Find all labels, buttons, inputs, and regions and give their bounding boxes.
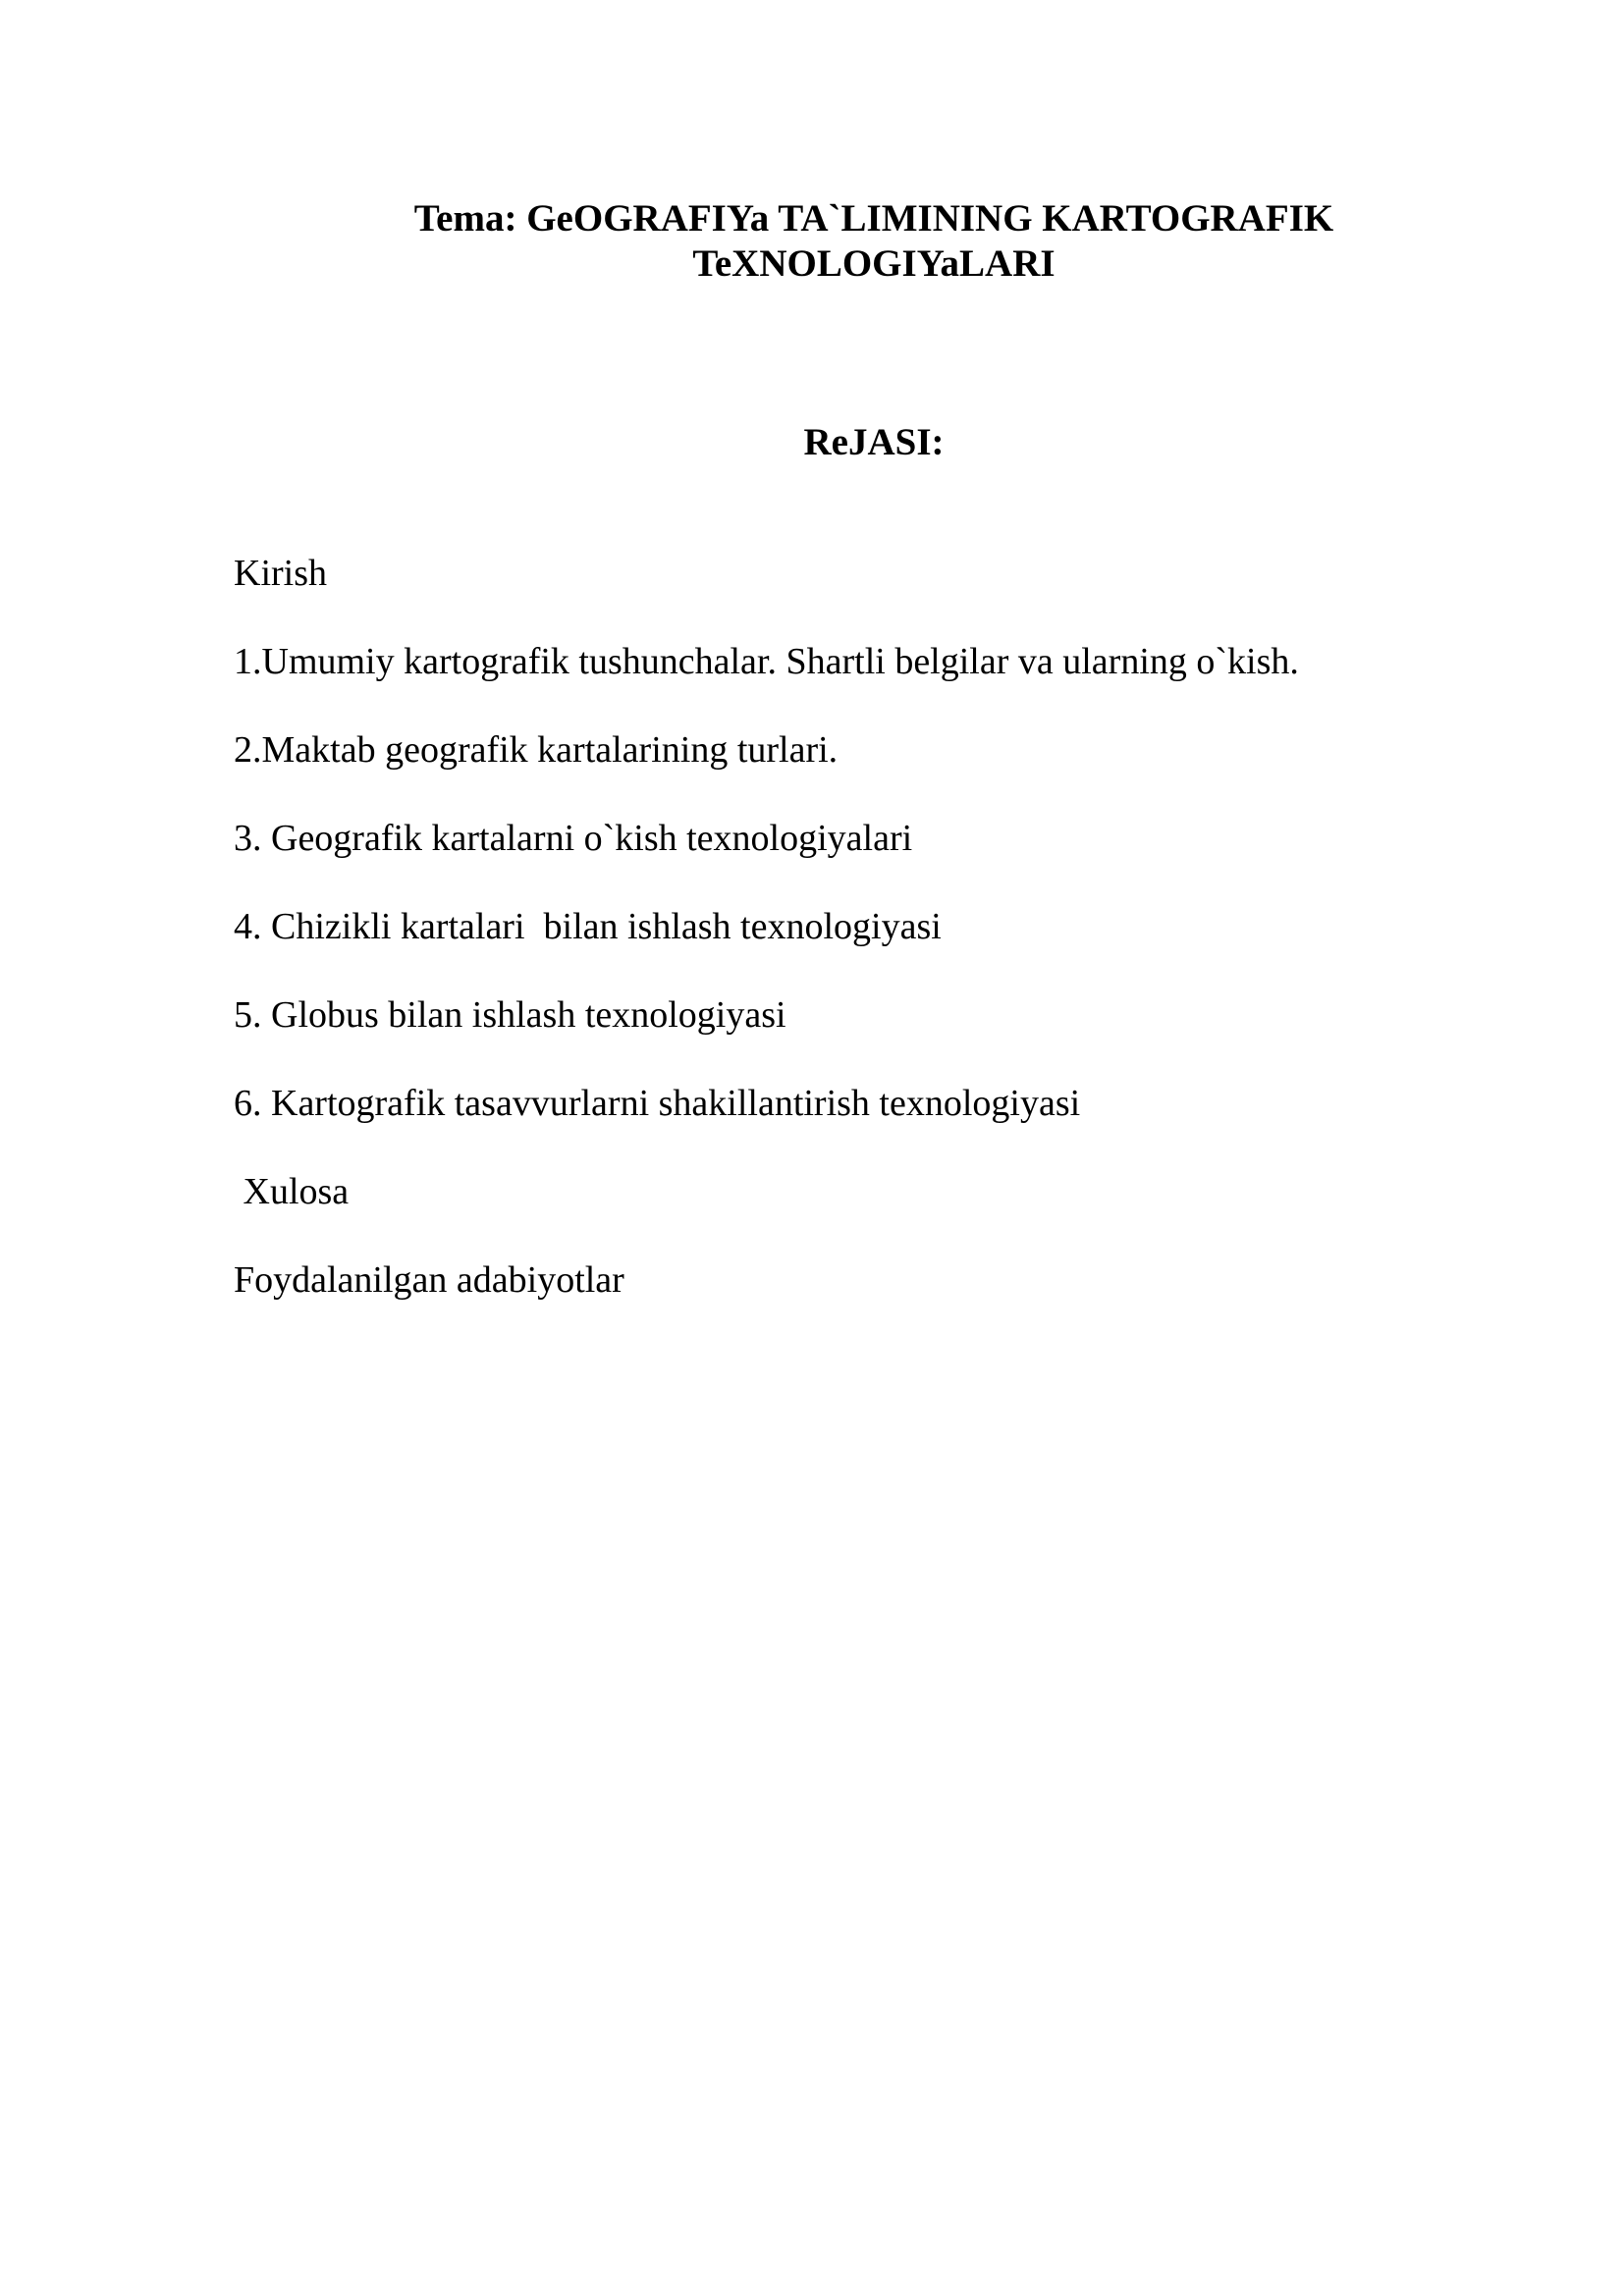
plan-outline xyxy=(234,552,1299,1347)
outline-item-5: 5. Globus bilan ishlash texnologiyasi xyxy=(234,994,786,1036)
title-line-1: Tema: GeOGRAFIYa TA`LIMINING KARTOGRAFIK xyxy=(413,197,1334,240)
title-line-2: TeXNOLOGIYaLARI xyxy=(692,242,1056,285)
document-title xyxy=(334,196,1414,287)
outline-item-conclusion: Xulosa xyxy=(234,1171,350,1212)
outline-item-6: 6. Kartografik tasavvurlarni shakillantirish texnologiyasi xyxy=(234,1083,1081,1124)
outline-item-1: 1.Umumiy kartografik tushunchalar. Shartli belgilar va ularning o`kish. xyxy=(234,641,1299,682)
outline-item-introduction: Kirish xyxy=(234,553,327,594)
plan-heading: ReJASI: xyxy=(803,421,945,463)
outline-item-2: 2.Maktab geografik kartalarining turlari. xyxy=(234,729,839,771)
outline-item-3: 3. Geografik kartalarni o`kish texnologiyalari xyxy=(234,818,913,859)
outline-item-4: 4. Chizikli kartalari bilan ishlash texnologiyasi xyxy=(234,906,942,947)
outline-item-references: Foydalanilgan adabiyotlar xyxy=(234,1259,624,1301)
